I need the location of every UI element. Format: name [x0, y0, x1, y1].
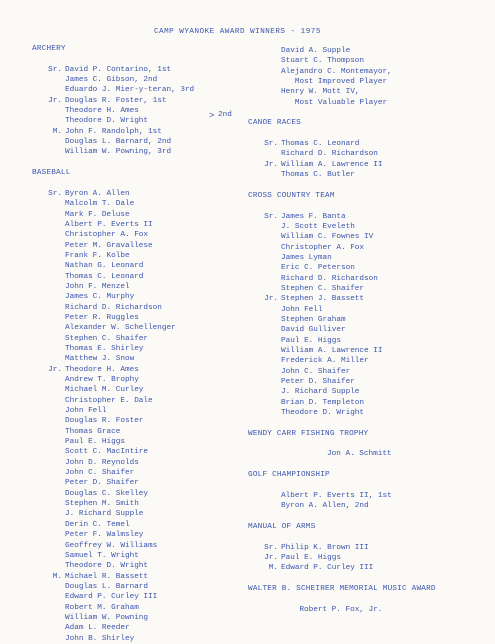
section-heading: CANOE RACES [248, 119, 301, 128]
award-entry [248, 367, 488, 377]
award-entry [32, 210, 260, 220]
award-entry [248, 491, 488, 501]
recipient-name: John C. Shaifer [65, 469, 135, 478]
recipient-name: Peter D. Shaifer [281, 378, 355, 386]
recipient-name: Christopher E. Dale [65, 396, 153, 405]
recipient-name: Richard D. Richardson [65, 303, 162, 312]
spacer [248, 108, 488, 118]
recipient-name: Stephen Graham [281, 315, 346, 324]
recipient-name: Peter R. Ruggles [65, 313, 139, 322]
recipient-name: Douglas R. Foster [65, 417, 144, 426]
spacer [248, 129, 488, 139]
recipient-name: Henry W. Mott IV, [281, 88, 360, 97]
recipient-name: Christopher A. Fox [281, 243, 365, 252]
award-entry [248, 563, 488, 573]
award-entry [32, 468, 260, 478]
award-entry [32, 530, 260, 540]
recipient-name: Thomas C. Leonard [65, 272, 144, 281]
recipient-name: James F. Banta [281, 212, 346, 221]
award-entry [32, 220, 260, 230]
recipient-name: Michael M. Curley [65, 386, 144, 395]
award-entry [32, 603, 260, 613]
recipient-name: Adam L. Reeder [65, 624, 130, 633]
recipient-name: Robert P. Fox, Jr. [299, 605, 383, 614]
spacer [248, 460, 488, 470]
award-entry [248, 356, 488, 366]
recipient-name: Scott C. MacIntire [65, 448, 149, 457]
division-label: Jr. [264, 295, 278, 304]
spacer [32, 54, 260, 64]
recipient-name: John C. Shaifer [281, 367, 351, 376]
recipient-name: Theodore D. Wright [65, 117, 149, 126]
award-entry [32, 520, 260, 530]
recipient-name: Richard D. Richardson [281, 150, 378, 159]
spacer [248, 532, 488, 542]
award-entry [32, 634, 260, 644]
award-entry [248, 222, 488, 232]
recipient-name: Robert M. Graham [65, 603, 139, 612]
award-entry [248, 543, 488, 553]
recipient-name: Thomas C. Leonard [281, 140, 360, 149]
tie-brace: > [209, 111, 215, 122]
recipient-name: David P. Contarino, 1st [65, 65, 172, 74]
spacer [248, 594, 488, 604]
award-entry [32, 416, 260, 426]
recipient-name: Stephen M. Smith [65, 500, 139, 509]
division-label: Jr. [48, 96, 62, 105]
award-entry [32, 592, 260, 602]
award-entry [32, 85, 260, 95]
award-entry [32, 334, 260, 344]
spacer [248, 180, 488, 190]
section-heading: CROSS COUNTRY TEAM [248, 191, 335, 200]
recipient-name: Samuel T. Wright [65, 551, 139, 560]
award-entry [32, 582, 260, 592]
section-heading: MANUAL OF ARMS [248, 522, 316, 531]
award-entry [248, 232, 488, 242]
award-entry [32, 541, 260, 551]
recipient-name: William A. Lawrence II [281, 160, 383, 169]
award-entry [248, 294, 488, 304]
recipient-name: Geoffrey W. Williams [65, 541, 158, 550]
section-heading: ARCHERY [32, 45, 66, 53]
award-entry [248, 284, 488, 294]
division-label: Sr. [264, 543, 278, 552]
award-entry [32, 75, 260, 85]
recipient-name: Douglas R. Foster, 1st [65, 96, 167, 105]
award-entry [248, 305, 488, 315]
recipient-name: James C. Murphy [65, 293, 135, 302]
section-heading: BASEBALL [32, 169, 71, 178]
award-entry [32, 427, 260, 437]
division-label: Jr. [264, 160, 278, 169]
recipient-name: Douglas L. Barnard, 2nd [65, 138, 172, 147]
award-entry [32, 385, 260, 395]
award-entry [32, 623, 260, 633]
recipient-name: James C. Gibson, 2nd [65, 76, 158, 85]
spacer [248, 418, 488, 428]
award-entry [32, 292, 260, 302]
right-column [248, 46, 488, 615]
recipient-name: John Fell [65, 407, 107, 416]
tie-placement-label: 2nd [218, 111, 232, 120]
award-entry [248, 98, 488, 108]
recipient-name: J. Scott Eveleth [281, 222, 355, 231]
award-entry [32, 437, 260, 447]
award-entry [32, 261, 260, 271]
award-entry [32, 406, 260, 416]
recipient-name: Edward P. Curley III [65, 593, 158, 602]
award-entry [248, 408, 488, 418]
recipient-name: Alexander W. Schellenger [65, 324, 176, 333]
recipient-name: James Lyman [281, 253, 332, 262]
recipient-name: Paul E. Higgs [281, 553, 341, 562]
award-entry [32, 199, 260, 209]
award-entry [248, 253, 488, 263]
division-label: Sr. [48, 65, 62, 74]
recipient-name: William A. Lawrence II [281, 346, 383, 355]
award-entry [32, 365, 260, 375]
recipient-name: Theodore H. Ames [65, 107, 139, 116]
recipient-name: Derin C. Temel [65, 520, 130, 529]
spacer [32, 178, 260, 188]
award-entry [248, 87, 488, 97]
award-entry [32, 189, 260, 199]
award-entry [32, 313, 260, 323]
award-entry [248, 160, 488, 170]
award-entry [32, 509, 260, 519]
award-entry [32, 458, 260, 468]
recipient-name: David Gulliver [281, 326, 346, 335]
recipient-name: Most Improved Player [281, 78, 388, 87]
page-title: CAMP WYANOKE AWARD WINNERS - 1975 [154, 28, 321, 36]
award-entry [32, 272, 260, 282]
division-label: Sr. [264, 140, 278, 149]
award-entry [32, 137, 260, 147]
award-entry [248, 46, 488, 56]
division-label: Sr. [264, 212, 278, 221]
award-entry [32, 323, 260, 333]
recipient-name: Michael R. Bassett [65, 572, 149, 581]
recipient-name: Thomas Grace [65, 427, 121, 436]
recipient-name: Albert P. Everts II, 1st [281, 491, 392, 500]
award-entry [32, 303, 260, 313]
recipient-name: Byron A. Allen, 2nd [281, 502, 369, 511]
award-entry [248, 56, 488, 66]
award-entry [32, 478, 260, 488]
award-entry [32, 354, 260, 364]
recipient-name: Albert P. Everts II [65, 220, 153, 229]
award-entry [248, 387, 488, 397]
award-entry [248, 449, 488, 459]
recipient-name: Philip K. Brown III [281, 543, 369, 552]
award-entry [32, 65, 260, 75]
spacer [248, 480, 488, 490]
award-entry [248, 263, 488, 273]
award-entry [32, 396, 260, 406]
award-entry [32, 230, 260, 240]
section-heading: GOLF CHAMPIONSHIP [248, 471, 330, 480]
award-entry [248, 274, 488, 284]
award-entry [32, 613, 260, 623]
division-label: Sr. [48, 189, 62, 198]
award-entry [248, 67, 488, 77]
recipient-name: Thomas E. Shirley [65, 344, 144, 353]
recipient-name: Paul E. Higgs [65, 438, 125, 447]
division-label: Jr. [48, 365, 62, 374]
recipient-name: William W. Powning, 3rd [65, 148, 172, 157]
award-entry [248, 501, 488, 511]
award-entry [248, 398, 488, 408]
section-heading: WENDY CARR FISHING TROPHY [248, 429, 369, 438]
award-entry [248, 553, 488, 563]
recipient-name: Theodore D. Wright [65, 562, 149, 571]
recipient-name: Douglas C. Skelley [65, 489, 149, 498]
spacer [248, 574, 488, 584]
division-label: M. [52, 127, 62, 136]
award-entry [32, 447, 260, 457]
award-entry [32, 499, 260, 509]
award-entry [248, 315, 488, 325]
division-label: M. [52, 572, 62, 581]
award-entry [248, 605, 488, 615]
recipient-name: Nathan G. Leonard [65, 262, 144, 271]
recipient-name: Theodore H. Ames [65, 365, 139, 374]
recipient-name: Most Valuable Player [281, 98, 388, 107]
award-entry [248, 170, 488, 180]
award-entry [32, 489, 260, 499]
spacer [248, 511, 488, 521]
award-entry [32, 375, 260, 385]
award-entry [248, 325, 488, 335]
recipient-name: Matthew J. Snow [65, 355, 135, 364]
award-entry [32, 96, 260, 106]
spacer [248, 439, 488, 449]
recipient-name: Christopher A. Fox [65, 231, 149, 240]
recipient-name: Eduardo J. Mier-y-teran, 3rd [65, 86, 195, 95]
recipient-name: Theodore D. Wright [281, 409, 365, 418]
recipient-name: Frank F. Kolbe [65, 251, 130, 260]
recipient-name: Andrew T. Brophy [65, 376, 139, 384]
recipient-name: Mark F. Deluse [65, 210, 130, 219]
award-entry [32, 551, 260, 561]
recipient-name: Stephen J. Bassett [281, 295, 365, 304]
recipient-name: Richard D. Richardson [281, 274, 378, 283]
award-entry [248, 377, 488, 387]
recipient-name: Jon A. Schmitt [327, 450, 392, 459]
recipient-name: Stephen C. Shaifer [65, 334, 149, 343]
recipient-name: J. Richard Supple [281, 388, 360, 397]
award-entry [32, 127, 260, 137]
left-column [32, 44, 260, 644]
award-entry [32, 282, 260, 292]
award-entry [32, 561, 260, 571]
award-entry [248, 212, 488, 222]
recipient-name: Paul E. Higgs [281, 336, 341, 345]
award-entry [248, 149, 488, 159]
recipient-name: William C. Fownes IV [281, 233, 374, 242]
spacer [32, 158, 260, 168]
recipient-name: William W. Powning [65, 613, 149, 622]
recipient-name: Peter M. Gravallese [65, 241, 153, 250]
recipient-name: Stephen C. Shaifer [281, 284, 365, 293]
recipient-name: Peter F. Walmsley [65, 531, 144, 540]
award-entry [248, 243, 488, 253]
division-label: Jr. [264, 553, 278, 562]
recipient-name: Eric C. Peterson [281, 264, 355, 273]
recipient-name: Edward P. Curley III [281, 564, 374, 573]
recipient-name: John F. Menzel [65, 282, 130, 291]
award-entry [248, 336, 488, 346]
recipient-name: Malcolm T. Dale [65, 200, 135, 209]
award-entry [32, 344, 260, 354]
recipient-name: Byron A. Allen [65, 189, 130, 198]
recipient-name: Brian D. Templeton [281, 398, 365, 407]
division-label: M. [268, 564, 278, 573]
award-entry [32, 241, 260, 251]
award-entry [32, 572, 260, 582]
recipient-name: Frederick A. Miller [281, 357, 369, 366]
recipient-name: John D. Reynolds [65, 458, 139, 467]
award-entry [32, 147, 260, 157]
award-entry [248, 346, 488, 356]
section-heading: WALTER B. SCHEIRER MEMORIAL MUSIC AWARD [248, 584, 436, 593]
recipient-name: Stuart C. Thompson [281, 57, 365, 66]
recipient-name: John B. Shirley [65, 634, 135, 643]
recipient-name: David A. Supple [281, 47, 351, 55]
award-entry [248, 77, 488, 87]
spacer [248, 201, 488, 211]
recipient-name: John F. Randolph, 1st [65, 127, 162, 136]
recipient-name: John Fell [281, 305, 323, 314]
recipient-name: J. Richard Supple [65, 510, 144, 519]
award-entry [248, 139, 488, 149]
recipient-name: Thomas C. Butler [281, 171, 355, 180]
award-entry [32, 251, 260, 261]
recipient-name: Alejandro C. Montemayor, [281, 67, 392, 76]
recipient-name: Peter D. Shaifer [65, 479, 139, 488]
recipient-name: Douglas L. Barnard [65, 582, 149, 591]
